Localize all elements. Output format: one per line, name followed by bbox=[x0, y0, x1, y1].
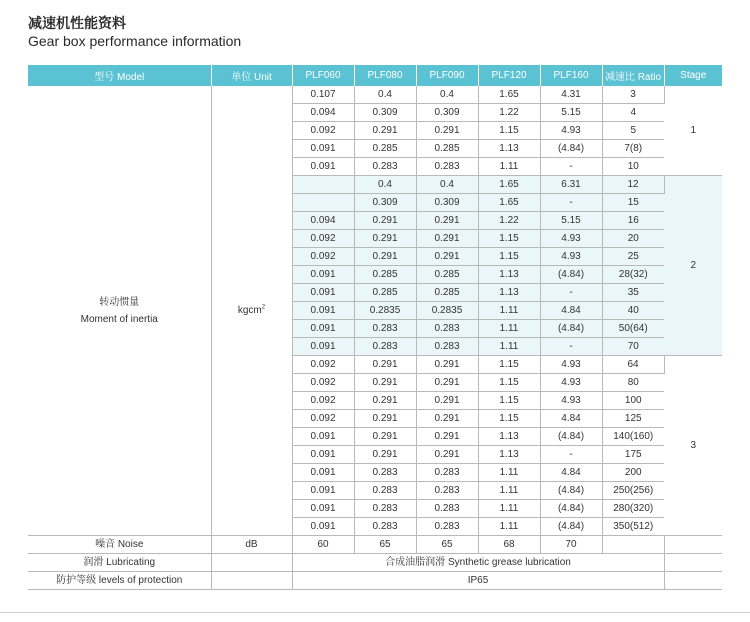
table-row bbox=[28, 86, 722, 104]
cell-plf060: 0.091 bbox=[292, 464, 354, 482]
cell-plf090: 0.285 bbox=[416, 284, 478, 302]
cell-plf160: - bbox=[540, 338, 602, 356]
header-plf060: PLF060 bbox=[292, 65, 354, 86]
header-unit: 单位 Unit bbox=[211, 65, 292, 86]
stage-cell: 2 bbox=[664, 176, 722, 356]
cell-plf160: - bbox=[540, 284, 602, 302]
cell-plf090: 0.291 bbox=[416, 356, 478, 374]
cell-plf060: 0.094 bbox=[292, 104, 354, 122]
header-plf090: PLF090 bbox=[416, 65, 478, 86]
cell-plf120: 1.11 bbox=[478, 482, 540, 500]
inertia-unit bbox=[211, 86, 292, 536]
cell-plf060: 0.092 bbox=[292, 374, 354, 392]
empty-cell bbox=[664, 536, 722, 554]
inertia-unit-text: kgcm bbox=[237, 305, 262, 316]
cell-plf090: 0.291 bbox=[416, 446, 478, 464]
page-title-cn: 减速机性能资料 bbox=[28, 15, 126, 31]
cell-plf160: (4.84) bbox=[540, 140, 602, 158]
header-stage: Stage bbox=[664, 65, 722, 86]
cell-plf080: 0.291 bbox=[354, 248, 416, 266]
cell-ratio: 125 bbox=[602, 410, 664, 428]
cell-plf120: 1.11 bbox=[478, 338, 540, 356]
cell-plf060: 0.092 bbox=[292, 392, 354, 410]
cell-plf120: 1.15 bbox=[478, 248, 540, 266]
cell-plf060: 0.091 bbox=[292, 266, 354, 284]
cell-plf090: 0.291 bbox=[416, 428, 478, 446]
cell-ratio: 7(8) bbox=[602, 140, 664, 158]
cell-plf090: 0.291 bbox=[416, 392, 478, 410]
cell-plf120: 1.15 bbox=[478, 374, 540, 392]
cell-plf160: 6.31 bbox=[540, 176, 602, 194]
header-plf080: PLF080 bbox=[354, 65, 416, 86]
cell-plf160: 4.84 bbox=[540, 410, 602, 428]
cell-plf120: 1.22 bbox=[478, 104, 540, 122]
cell-ratio: 3 bbox=[602, 86, 664, 104]
cell-ratio: 80 bbox=[602, 374, 664, 392]
cell-plf160: (4.84) bbox=[540, 320, 602, 338]
cell-plf080: 0.285 bbox=[354, 266, 416, 284]
empty-cell bbox=[664, 554, 722, 572]
cell-plf090: 0.291 bbox=[416, 374, 478, 392]
cell-plf090: 0.309 bbox=[416, 194, 478, 212]
cell-plf080: 0.291 bbox=[354, 410, 416, 428]
cell-plf160: - bbox=[540, 158, 602, 176]
cell-plf080: 0.291 bbox=[354, 356, 416, 374]
cell-ratio: 40 bbox=[602, 302, 664, 320]
cell-plf120: 1.11 bbox=[478, 158, 540, 176]
header-ratio: 减速比 Ratio bbox=[602, 65, 664, 86]
cell-plf160: 4.84 bbox=[540, 302, 602, 320]
protection-value: IP65 bbox=[292, 572, 664, 590]
cell-plf090: 0.291 bbox=[416, 122, 478, 140]
cell-ratio: 20 bbox=[602, 230, 664, 248]
empty-cell bbox=[211, 572, 292, 590]
cell-plf160: 4.93 bbox=[540, 374, 602, 392]
cell-plf160: 4.31 bbox=[540, 86, 602, 104]
cell-plf060: 0.091 bbox=[292, 518, 354, 536]
cell-plf160: 4.93 bbox=[540, 356, 602, 374]
cell-plf090: 0.283 bbox=[416, 158, 478, 176]
cell-plf160: 4.93 bbox=[540, 122, 602, 140]
cell-plf160: (4.84) bbox=[540, 482, 602, 500]
cell-plf080: 0.283 bbox=[354, 464, 416, 482]
cell-plf060: 0.092 bbox=[292, 410, 354, 428]
cell-plf160: (4.84) bbox=[540, 428, 602, 446]
cell-plf060: 0.091 bbox=[292, 284, 354, 302]
cell-plf120: 1.13 bbox=[478, 266, 540, 284]
protection-row bbox=[28, 572, 722, 590]
lubrication-value: 合成油脂润滑 Synthetic grease lubrication bbox=[292, 554, 664, 572]
noise-value: 70 bbox=[540, 536, 602, 554]
empty-cell bbox=[211, 554, 292, 572]
cell-plf080: 0.291 bbox=[354, 122, 416, 140]
cell-plf060: 0.091 bbox=[292, 158, 354, 176]
cell-plf160: - bbox=[540, 194, 602, 212]
cell-plf060: 0.091 bbox=[292, 140, 354, 158]
cell-plf120: 1.15 bbox=[478, 122, 540, 140]
cell-ratio: 350(512) bbox=[602, 518, 664, 536]
cell-ratio: 70 bbox=[602, 338, 664, 356]
cell-plf090: 0.283 bbox=[416, 320, 478, 338]
cell-ratio: 16 bbox=[602, 212, 664, 230]
cell-plf060: 0.091 bbox=[292, 482, 354, 500]
cell-plf160: 4.93 bbox=[540, 248, 602, 266]
cell-plf160: 4.84 bbox=[540, 464, 602, 482]
performance-table bbox=[28, 65, 722, 590]
cell-plf060: 0.091 bbox=[292, 500, 354, 518]
cell-plf080: 0.283 bbox=[354, 320, 416, 338]
cell-ratio: 200 bbox=[602, 464, 664, 482]
inertia-label-en: Moment of inertia bbox=[80, 313, 158, 325]
cell-plf090: 0.291 bbox=[416, 410, 478, 428]
cell-plf160: (4.84) bbox=[540, 500, 602, 518]
inertia-unit-superscript: 2 bbox=[261, 304, 266, 311]
cell-plf120: 1.11 bbox=[478, 464, 540, 482]
cell-plf060: 0.092 bbox=[292, 356, 354, 374]
empty-cell bbox=[602, 536, 664, 554]
cell-plf120: 1.13 bbox=[478, 284, 540, 302]
cell-plf160: 4.93 bbox=[540, 230, 602, 248]
noise-value: 65 bbox=[416, 536, 478, 554]
cell-plf060: 0.091 bbox=[292, 446, 354, 464]
cell-plf060: 0.092 bbox=[292, 248, 354, 266]
cell-ratio: 35 bbox=[602, 284, 664, 302]
cell-plf060: 0.092 bbox=[292, 230, 354, 248]
cell-plf080: 0.4 bbox=[354, 176, 416, 194]
cell-plf060: 0.091 bbox=[292, 320, 354, 338]
cell-plf080: 0.285 bbox=[354, 140, 416, 158]
page-title-en: Gear box performance information bbox=[28, 33, 242, 49]
header-plf160: PLF160 bbox=[540, 65, 602, 86]
cell-plf090: 0.291 bbox=[416, 248, 478, 266]
header-model: 型号 Model bbox=[28, 65, 211, 86]
cell-plf160: 4.93 bbox=[540, 392, 602, 410]
cell-plf160: 5.15 bbox=[540, 104, 602, 122]
cell-plf060: 0.092 bbox=[292, 122, 354, 140]
cell-plf080: 0.291 bbox=[354, 392, 416, 410]
cell-plf080: 0.283 bbox=[354, 338, 416, 356]
cell-plf080: 0.283 bbox=[354, 518, 416, 536]
cell-plf120: 1.11 bbox=[478, 320, 540, 338]
cell-plf120: 1.13 bbox=[478, 140, 540, 158]
cell-plf160: 5.15 bbox=[540, 212, 602, 230]
cell-plf060: 0.091 bbox=[292, 338, 354, 356]
cell-plf080: 0.283 bbox=[354, 500, 416, 518]
cell-plf120: 1.11 bbox=[478, 518, 540, 536]
cell-plf120: 1.15 bbox=[478, 410, 540, 428]
protection-label: 防护等级 levels of protection bbox=[28, 572, 211, 590]
table-header-row bbox=[28, 65, 722, 86]
cell-ratio: 64 bbox=[602, 356, 664, 374]
cell-plf090: 0.285 bbox=[416, 140, 478, 158]
cell-plf090: 0.283 bbox=[416, 500, 478, 518]
cell-plf160: (4.84) bbox=[540, 518, 602, 536]
cell-plf060 bbox=[292, 194, 354, 212]
cell-plf120: 1.13 bbox=[478, 428, 540, 446]
cell-plf080: 0.285 bbox=[354, 284, 416, 302]
noise-value: 60 bbox=[292, 536, 354, 554]
cell-plf080: 0.291 bbox=[354, 212, 416, 230]
cell-plf120: 1.65 bbox=[478, 86, 540, 104]
cell-plf160: - bbox=[540, 446, 602, 464]
cell-ratio: 250(256) bbox=[602, 482, 664, 500]
noise-value: 68 bbox=[478, 536, 540, 554]
cell-ratio: 140(160) bbox=[602, 428, 664, 446]
cell-plf080: 0.291 bbox=[354, 446, 416, 464]
cell-ratio: 15 bbox=[602, 194, 664, 212]
cell-plf120: 1.13 bbox=[478, 446, 540, 464]
inertia-label-cn: 转动惯量 bbox=[99, 296, 140, 308]
cell-plf090: 0.283 bbox=[416, 338, 478, 356]
empty-cell bbox=[664, 572, 722, 590]
cell-plf120: 1.15 bbox=[478, 230, 540, 248]
cell-plf080: 0.283 bbox=[354, 482, 416, 500]
cell-ratio: 12 bbox=[602, 176, 664, 194]
cell-plf060: 0.107 bbox=[292, 86, 354, 104]
cell-ratio: 28(32) bbox=[602, 266, 664, 284]
cell-plf090: 0.2835 bbox=[416, 302, 478, 320]
lubrication-row bbox=[28, 554, 722, 572]
cell-plf060 bbox=[292, 176, 354, 194]
cell-plf120: 1.11 bbox=[478, 302, 540, 320]
table-body bbox=[28, 86, 722, 590]
cell-plf120: 1.65 bbox=[478, 176, 540, 194]
cell-plf090: 0.283 bbox=[416, 464, 478, 482]
cell-plf090: 0.291 bbox=[416, 212, 478, 230]
cell-plf080: 0.291 bbox=[354, 428, 416, 446]
cell-ratio: 280(320) bbox=[602, 500, 664, 518]
cell-plf080: 0.291 bbox=[354, 374, 416, 392]
cell-plf090: 0.285 bbox=[416, 266, 478, 284]
cell-ratio: 175 bbox=[602, 446, 664, 464]
cell-plf080: 0.2835 bbox=[354, 302, 416, 320]
cell-plf090: 0.283 bbox=[416, 518, 478, 536]
stage-cell: 1 bbox=[664, 86, 722, 176]
cell-plf060: 0.091 bbox=[292, 302, 354, 320]
noise-unit: dB bbox=[211, 536, 292, 554]
cell-ratio: 50(64) bbox=[602, 320, 664, 338]
cell-plf090: 0.4 bbox=[416, 86, 478, 104]
stage-cell: 3 bbox=[664, 356, 722, 536]
cell-plf080: 0.283 bbox=[354, 158, 416, 176]
inertia-label bbox=[28, 86, 211, 536]
noise-row bbox=[28, 536, 722, 554]
cell-plf080: 0.4 bbox=[354, 86, 416, 104]
cell-ratio: 5 bbox=[602, 122, 664, 140]
cell-plf120: 1.11 bbox=[478, 500, 540, 518]
cell-ratio: 25 bbox=[602, 248, 664, 266]
cell-plf120: 1.15 bbox=[478, 392, 540, 410]
bottom-divider bbox=[0, 612, 750, 613]
cell-plf090: 0.4 bbox=[416, 176, 478, 194]
cell-ratio: 100 bbox=[602, 392, 664, 410]
cell-ratio: 10 bbox=[602, 158, 664, 176]
lubrication-label: 润滑 Lubricating bbox=[28, 554, 211, 572]
cell-plf080: 0.309 bbox=[354, 104, 416, 122]
cell-plf090: 0.291 bbox=[416, 230, 478, 248]
cell-plf060: 0.091 bbox=[292, 428, 354, 446]
cell-plf120: 1.65 bbox=[478, 194, 540, 212]
cell-plf160: (4.84) bbox=[540, 266, 602, 284]
cell-plf090: 0.309 bbox=[416, 104, 478, 122]
cell-plf080: 0.291 bbox=[354, 230, 416, 248]
cell-plf120: 1.15 bbox=[478, 356, 540, 374]
cell-ratio: 4 bbox=[602, 104, 664, 122]
noise-value: 65 bbox=[354, 536, 416, 554]
cell-plf120: 1.22 bbox=[478, 212, 540, 230]
cell-plf080: 0.309 bbox=[354, 194, 416, 212]
header-plf120: PLF120 bbox=[478, 65, 540, 86]
cell-plf060: 0.094 bbox=[292, 212, 354, 230]
cell-plf090: 0.283 bbox=[416, 482, 478, 500]
noise-label: 噪音 Noise bbox=[28, 536, 211, 554]
